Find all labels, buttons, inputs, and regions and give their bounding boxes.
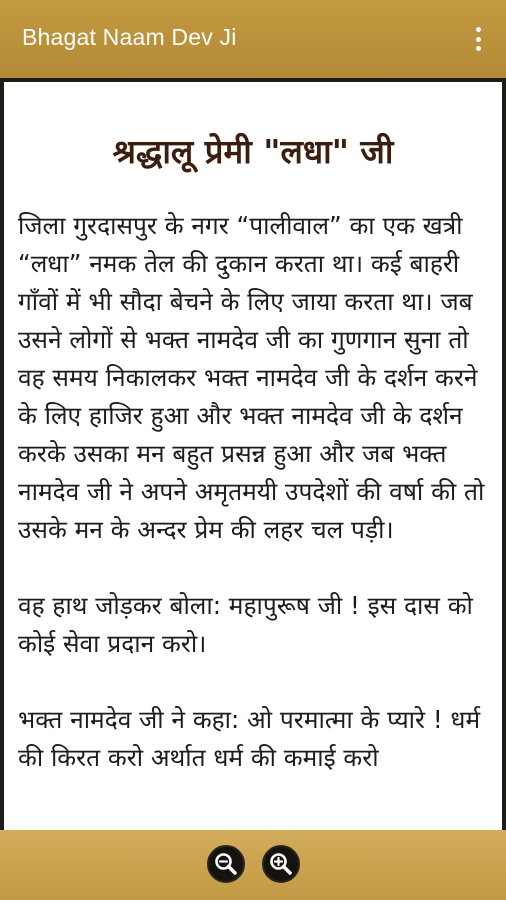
app-bar (0, 0, 506, 78)
zoom-out-icon (213, 851, 239, 877)
article-paragraph: वह हाथ जोड़कर बोला: महापुरूष जी ! इस दास को कोई सेवा प्रदान करो। (18, 591, 473, 658)
article-paragraph: जिला गुरदासपुर के नगर “पालीवाल” का एक खत्री “लधा” नमक तेल की दुकान करता था। कई बाहरी गाँवों में भी सौदा बेचने के लिए जाया करता था। जब उसने लोगों से भक्त नामदेव जी का गुणगान सुना तो वह समय निकालकर भक्त नामदेव जी के दर्शन करने के लिए हाजिर हुआ और भक्त नामदेव जी के दर्शन करके उसका मन बहुत प्रसन्न हुआ और जब भक्त नामदेव जी ने अपने अमृतमयी उपदेशों की वर्षा की तो उसके मन के अन्दर प्रेम की लहर चल पड़ी। (18, 211, 485, 544)
article-title: श्रद्धालू प्रेमी "लधा" जी (112, 132, 394, 171)
more-vert-icon[interactable] (466, 27, 490, 51)
bottom-bar (0, 830, 506, 900)
article-paragraph: भक्त नामदेव जी ने कहा: ओ परमात्मा के प्यारे ! धर्म की किरत करो अर्थात धर्म की कमाई करो (18, 705, 481, 772)
content-area[interactable] (0, 78, 506, 830)
zoom-in-button[interactable] (262, 845, 300, 883)
zoom-out-button[interactable] (207, 845, 245, 883)
article-body (4, 173, 502, 777)
article-page (4, 82, 502, 830)
zoom-in-icon (268, 851, 294, 877)
app-title: Bhagat Naam Dev Ji (22, 24, 237, 50)
